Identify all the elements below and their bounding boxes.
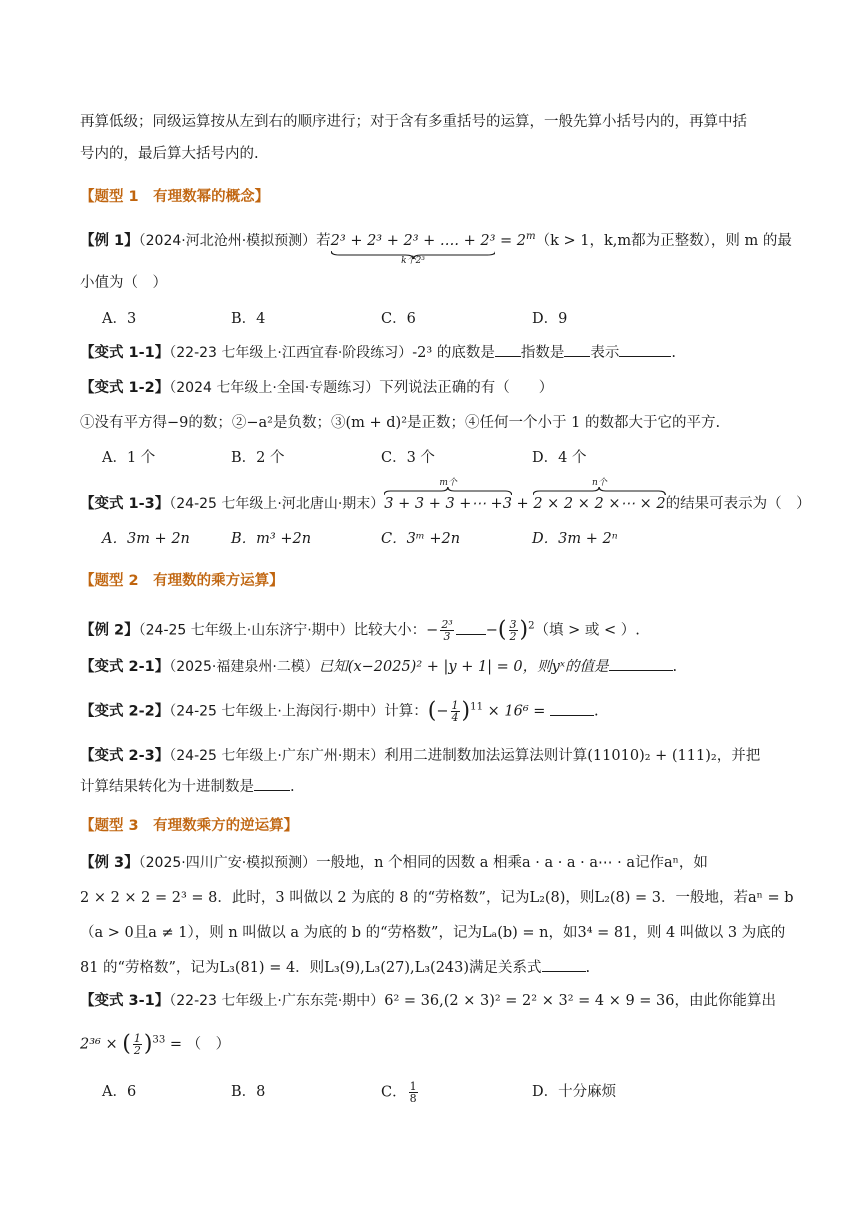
ex3-source: （2025·四川广安·模拟预测） [138, 855, 317, 871]
v11-line [80, 342, 676, 364]
ex3-tag: 【例 3】 [80, 855, 139, 871]
v21-blank[interactable] [609, 656, 673, 671]
ex3-blank[interactable] [542, 957, 586, 972]
v13-line [80, 478, 811, 515]
v13-part1: 3 + 3 + 3 +⋯ +3 [384, 496, 512, 512]
v11-blank-1[interactable] [495, 342, 521, 357]
intro-line-1: 再算低级；同级运算按从左到右的顺序进行；对于含有多重括号的运算，一般先算小括号内的，再算中括 [80, 114, 747, 130]
v23-line-1 [80, 745, 760, 767]
v31-pre2: 2³⁶ × [80, 1036, 123, 1053]
v23-line2-text: 计算结果转化为十进制数是 [80, 779, 254, 795]
v31-optc-den: 8 [409, 1092, 417, 1105]
v22-fraction [451, 700, 460, 723]
v11-text-b: 指数是 [520, 345, 565, 361]
v13-over-label-2: n个 [592, 478, 607, 488]
ex1-eq: = 2 [495, 233, 526, 249]
ex1-cond: （k > 1，k,m都为正整数） [535, 233, 711, 249]
ex1-line-2: 小值为（ ） [80, 275, 167, 291]
v13-source: （24-25 七年级上·河北唐山·期末） [169, 496, 385, 512]
v23-tag: 【变式 2-3】 [80, 748, 170, 764]
ex1-tag: 【例 1】 [80, 233, 139, 249]
v13-option-d[interactable]: D．3m + 2ⁿ [532, 531, 618, 547]
ex1-option-a[interactable]: A．3 [102, 311, 137, 327]
ex1-under-label: k个2³ [401, 256, 425, 266]
v12-text: 下列说法正确的有（ ） [379, 380, 554, 396]
v21-end: . [672, 659, 678, 675]
ex2-source: （24-25 七年级上·山东济宁·期中） [138, 622, 354, 639]
v22-tag: 【变式 2-2】 [80, 703, 170, 720]
ex2-fraction-1 [440, 619, 453, 642]
ex2-f2-den: 2 [509, 630, 517, 643]
v12-option-d[interactable]: D．4 个 [532, 450, 587, 466]
ex3-line1-text: 一般地，n 个相同的因数 a 相乘a · a · a · a⋯ · a记作aⁿ，如 [316, 855, 708, 871]
v11-blank-3[interactable] [619, 342, 671, 357]
v12-tag: 【变式 1-2】 [80, 380, 170, 396]
v31-line-1 [80, 990, 776, 1012]
ex1-pre: 若 [316, 233, 331, 249]
v11-text-c: 表示 [590, 345, 620, 361]
v31-f-num: 1 [133, 1032, 141, 1045]
v12-option-b[interactable]: B．2 个 [231, 450, 285, 466]
v23-blank[interactable] [254, 776, 290, 791]
v31-optc-num: 1 [409, 1080, 417, 1093]
ex2-text: 比较大小： [353, 622, 427, 639]
v11-tag: 【变式 1-1】 [80, 345, 170, 361]
v31-f-den: 2 [133, 1044, 141, 1057]
v31-option-c[interactable] [381, 1081, 420, 1104]
v13-over-label-1: m个 [439, 478, 457, 488]
v11-source: （22-23 七年级上·江西宜春·阶段练习） [169, 345, 413, 361]
ex3-end: . [585, 960, 591, 976]
v31-fraction [133, 1033, 142, 1056]
v13-part2: 2 × 2 × 2 ×⋯ × 2 [533, 496, 666, 512]
v11-end: . [671, 345, 676, 361]
v22-f-den: 4 [451, 711, 459, 724]
v22-line: 【变式 2-2】（24-25 七年级上·上海闵行·期中）计算：(− $\frac{1}{4}$ )$^{11}$ × 16⁶ = . [80, 698, 599, 724]
v13-option-c[interactable]: C．3ᵐ +2n [381, 531, 461, 547]
v22-source: （24-25 七年级上·上海闵行·期中） [169, 703, 385, 720]
v31-option-d[interactable]: D．十分麻烦 [532, 1084, 617, 1100]
v13-option-b[interactable]: B．m³ +2n [231, 531, 312, 547]
type2-heading: 【题型 2 有理数的乘方运算】 [80, 573, 284, 589]
v11-blank-2[interactable] [564, 342, 590, 357]
ex1-option-d[interactable]: D．9 [532, 311, 568, 327]
v12-source: （2024 七年级上·全国·专题练习） [169, 380, 380, 396]
v21-line [80, 656, 677, 678]
v31-post2: = （ ） [165, 1036, 231, 1053]
ex2-tag: 【例 2】 [80, 622, 139, 639]
v31-option-b[interactable]: B．8 [231, 1084, 266, 1100]
v23-line-2 [80, 776, 295, 798]
v22-f-num: 1 [451, 699, 459, 712]
intro-line-2: 号内的，最后算大括号内的. [80, 146, 259, 162]
ex2-line: 【例 2】（24-25 七年级上·山东济宁·期中）比较大小：− $\frac{\text{2³}}{3}$ −( $\frac{3}{2}$ )$^2$（填 > 或 < ）. [80, 617, 640, 643]
ex1-line-1 [80, 230, 792, 266]
v13-overbrace-2 [533, 478, 666, 515]
ex3-line4-text: 81 的“劳格数”，记为L₃(81) = 4．则L₃(9),L₃(27),L₃(243)满足关系式 [80, 960, 542, 976]
ex3-line-1 [80, 852, 708, 874]
v21-source: （2025·福建泉州·二模） [169, 659, 319, 675]
v13-tag: 【变式 1-3】 [80, 496, 170, 512]
type1-heading: 【题型 1 有理数幂的概念】 [80, 189, 270, 205]
v23-text: 利用二进制数加法运算法则计算(11010)₂ + (111)₂，并把 [384, 748, 761, 764]
v22-blank[interactable] [550, 701, 594, 716]
v13-overbrace-1 [384, 478, 512, 515]
v12-line-1 [80, 377, 553, 399]
v21-text: 已知(x−2025)² + |y + 1| = 0，则yˣ的值是 [318, 659, 609, 675]
v22-end: . [594, 703, 599, 720]
v12-statements: ①没有平方得−9的数；②−a²是负数；③(m + d)²是正数；④任何一个小于 1 的数都大于它的平方. [80, 415, 721, 431]
v31-line-2: 2³⁶ × ( $\frac{1}{2}$ )$^{33}$ = （ ） [80, 1031, 231, 1057]
ex1-option-c[interactable]: C．6 [381, 311, 416, 327]
v31-tag: 【变式 3-1】 [80, 993, 170, 1009]
ex3-line-2: 2 × 2 × 2 = 2³ = 8．此时，3 叫做以 2 为底的 8 的“劳格数”，记为L₂(8)，则L₂(8) = 3．一般地，若aⁿ = b [80, 890, 794, 906]
overbrace-icon [384, 487, 512, 495]
ex2-post: （填 > 或 < ）. [534, 622, 640, 639]
ex3-line-3: （a > 0且a ≠ 1），则 n 叫做以 a 为底的 b 的“劳格数”，记为Lₐ(b) = n，如3⁴ = 81，则 4 叫做以 3 为底的 [80, 925, 786, 941]
v22-text: 计算： [384, 703, 428, 720]
ex1-source: （2024·河北沧州·模拟预测） [138, 233, 317, 249]
v22-post: × 16⁶ = [483, 703, 551, 720]
ex1-option-b[interactable]: B．4 [231, 311, 266, 327]
ex2-fraction-2 [509, 619, 518, 642]
ex1-underbrace-sum [330, 230, 496, 266]
ex2-f1-num: 2³ [441, 618, 453, 631]
v13-plus: + [511, 496, 534, 512]
v31-option-a[interactable]: A．6 [102, 1084, 137, 1100]
v22-exp: 11 [470, 701, 484, 713]
v23-source: （24-25 七年级上·广东广州·期末） [169, 748, 385, 764]
v12-option-a[interactable]: A．1 个 [102, 450, 156, 466]
ex1-exp: m [526, 231, 536, 243]
v21-tag: 【变式 2-1】 [80, 659, 170, 675]
v13-option-a[interactable]: A．3m + 2n [102, 531, 190, 547]
ex2-blank[interactable] [456, 620, 486, 635]
v11-text-a: -2³ 的底数是 [412, 345, 495, 361]
ex3-line-4 [80, 957, 590, 979]
ex2-f2-num: 3 [509, 618, 517, 631]
ex2-f1-den: 3 [443, 630, 451, 643]
overbrace-icon [533, 487, 665, 495]
v12-option-c[interactable]: C．3 个 [381, 450, 435, 466]
v13-text: 的结果可表示为（ ） [665, 496, 811, 512]
v31-exp: 33 [152, 1034, 166, 1046]
type3-heading: 【题型 3 有理数乘方的逆运算】 [80, 818, 299, 834]
ex1-post: ，则 m 的最 [710, 233, 792, 249]
ex1-sum: 2³ + 2³ + 2³ + …. + 2³ [330, 233, 496, 249]
v23-end: . [290, 779, 295, 795]
v31-source: （22-23 七年级上·广东东莞·期中） [169, 993, 385, 1009]
v31-option-c-label: C． [381, 1084, 407, 1101]
v31-option-c-fraction [409, 1081, 418, 1104]
v31-line1-text: 6² = 36,(2 × 3)² = 2² × 3² = 4 × 9 = 36，由此你能算出 [384, 993, 777, 1009]
